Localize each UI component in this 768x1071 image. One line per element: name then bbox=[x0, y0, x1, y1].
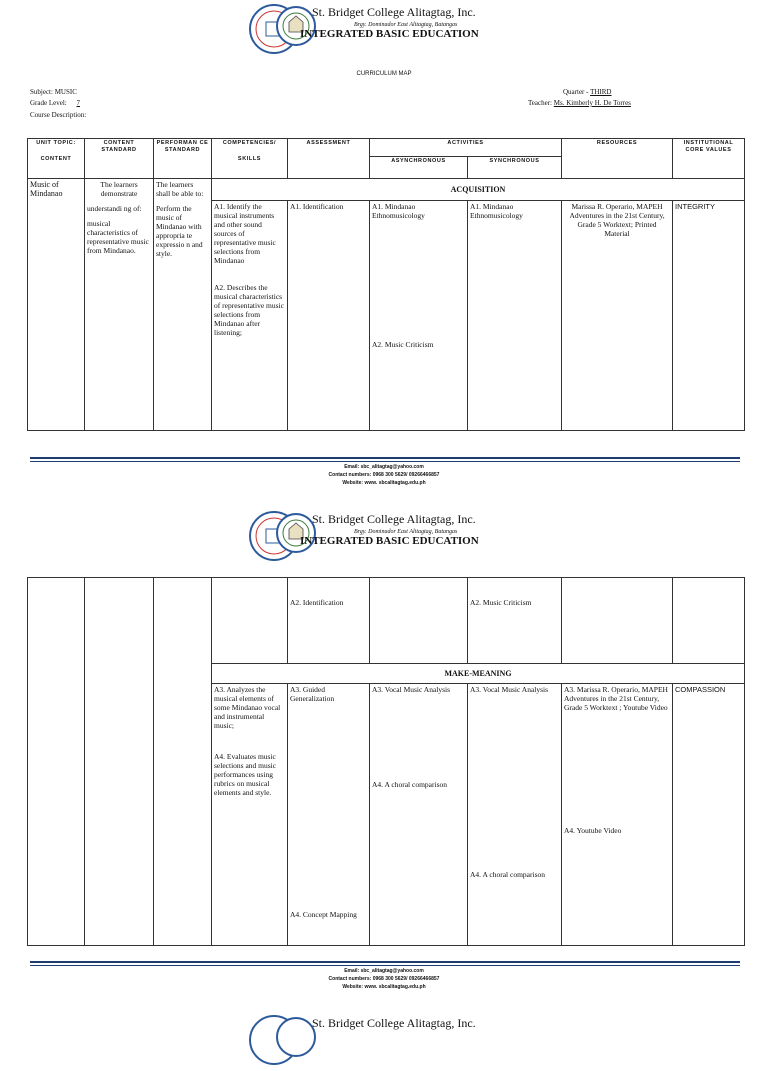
grade-line bbox=[30, 99, 80, 107]
header-performance-standard: PERFORMAN CE STANDARD bbox=[154, 139, 212, 179]
acquisition-band: ACQUISITION bbox=[212, 179, 745, 201]
school-address: Brgy. Dominador East Alitagtag, Batangas bbox=[354, 22, 458, 28]
grade-label: Grade Level: bbox=[30, 99, 67, 107]
core-values-cell: INTEGRITY bbox=[673, 201, 745, 431]
course-line: Course Description: bbox=[30, 111, 87, 119]
subject-label: Subject: bbox=[30, 88, 53, 96]
performance-standard-cell: The learners shall be able to: Perform the music of Mindanao with appropria te expressio n and style. bbox=[154, 179, 212, 431]
header-synchronous: SYNCHRONOUS bbox=[468, 157, 562, 179]
teacher-label: Teacher: bbox=[528, 99, 552, 107]
competencies-cell: A1. Identify the musical instruments and other sound sources of representative music selections from Mindanao A2. Describes the musical characteristics of representative music selections from Mindanao after listening; bbox=[212, 201, 288, 431]
header-unit-topic: UNIT TOPIC: CONTENT bbox=[28, 139, 85, 179]
curriculum-table-page-2 bbox=[27, 577, 745, 946]
resources-cell-cont bbox=[562, 578, 673, 664]
letterhead-3 bbox=[0, 1011, 768, 1071]
content-standard-cell: The learners demonstrate understandi ng of: musical characteristics of representative music from Mindanao. bbox=[85, 179, 154, 431]
footer-rule-2b bbox=[30, 965, 740, 966]
synchronous-cell-cont: A2. Music Criticism bbox=[468, 578, 562, 664]
resources-cell: Marissa R. Operario, MAPEH Adventures in the 21st Century, Grade 5 Worktext; Printed Material bbox=[562, 201, 673, 431]
assessment-cell-2: A3. Guided Generalization A4. Concept Mapping bbox=[288, 684, 370, 946]
assessment-cell-cont: A2. Identification bbox=[288, 578, 370, 664]
department-name: INTEGRATED BASIC EDUCATION bbox=[300, 28, 479, 40]
school-name: St. Bridget College Alitagtag, Inc. bbox=[312, 5, 476, 19]
assessment-cell: A1. Identification bbox=[288, 201, 370, 431]
grade-value: 7 bbox=[76, 99, 80, 107]
synchronous-cell-2: A3. Vocal Music Analysis A4. A choral comparison bbox=[468, 684, 562, 946]
footer-rule-2 bbox=[30, 961, 740, 963]
asynchronous-cell-cont bbox=[370, 578, 468, 664]
core-values-cell-cont bbox=[673, 578, 745, 664]
header-competencies: COMPETENCIES/ SKILLS bbox=[212, 139, 288, 179]
header-resources: RESOURCES bbox=[562, 139, 673, 179]
footer-rule-1b bbox=[30, 461, 740, 462]
header-asynchronous: ASYNCHRONOUS bbox=[370, 157, 468, 179]
subject-line bbox=[30, 88, 77, 96]
school-seal-logos bbox=[246, 1013, 316, 1067]
department-name: INTEGRATED BASIC EDUCATION bbox=[300, 535, 479, 547]
footer-rule-1 bbox=[30, 457, 740, 459]
header-core-values: INSTITUTIONAL CORE VALUES bbox=[673, 139, 745, 179]
competencies-cell-cont bbox=[212, 578, 288, 664]
quarter-value: THIRD bbox=[590, 88, 612, 96]
header-content-standard: CONTENT STANDARD bbox=[85, 139, 154, 179]
subject-value: MUSIC bbox=[54, 88, 77, 96]
quarter-label: Quarter - bbox=[563, 88, 589, 96]
core-values-cell-2: COMPASSION bbox=[673, 684, 745, 946]
header-activities: ACTIVITIES bbox=[370, 139, 562, 157]
content-cell-cont bbox=[28, 578, 85, 946]
school-name: St. Bridget College Alitagtag, Inc. bbox=[312, 512, 476, 526]
performance-standard-cell-cont bbox=[154, 578, 212, 946]
school-name: St. Bridget College Alitagtag, Inc. bbox=[312, 1016, 476, 1030]
make-meaning-band: MAKE-MEANING bbox=[212, 664, 745, 684]
quarter-line bbox=[563, 88, 611, 96]
competencies-cell-2: A3. Analyzes the musical elements of some Mindanao vocal and instrumental music; A4. Evaluates music selections and music performances using rubrics on musical elements and style. bbox=[212, 684, 288, 946]
teacher-value: Ms. Kimberly H. De Torres bbox=[553, 99, 631, 107]
curriculum-table-page-1 bbox=[27, 138, 745, 431]
asynchronous-cell-2: A3. Vocal Music Analysis A4. A choral comparison bbox=[370, 684, 468, 946]
synchronous-cell: A1. Mindanao Ethnomusicology bbox=[468, 201, 562, 431]
doc-title: CURRICULUM MAP bbox=[356, 71, 412, 77]
letterhead-2 bbox=[0, 507, 768, 567]
teacher-line bbox=[528, 99, 631, 107]
letterhead-1 bbox=[0, 0, 768, 60]
content-standard-cell-cont bbox=[85, 578, 154, 946]
content-cell: Music of Mindanao bbox=[28, 179, 85, 431]
asynchronous-cell: A1. Mindanao Ethnomusicology A2. Music Criticism bbox=[370, 201, 468, 431]
footer-1: Email: sbc_alitagtag@yahoo.com Contact numbers: 0968 300 5629/ 09266466857 Website: www. sbcalitagtag.edu.ph bbox=[328, 464, 440, 486]
header-assessment: ASSESSMENT bbox=[288, 139, 370, 179]
school-address: Brgy. Dominador East Alitagtag, Batangas bbox=[354, 529, 458, 535]
resources-cell-2: A3. Marissa R. Operario, MAPEH Adventures in the 21st Century, Grade 5 Worktext ; Youtube Video A4. Youtube Video bbox=[562, 684, 673, 946]
footer-2: Email: sbc_alitagtag@yahoo.com Contact numbers: 0968 300 5629/ 09266466857 Website: www. sbcalitagtag.edu.ph bbox=[328, 968, 440, 990]
